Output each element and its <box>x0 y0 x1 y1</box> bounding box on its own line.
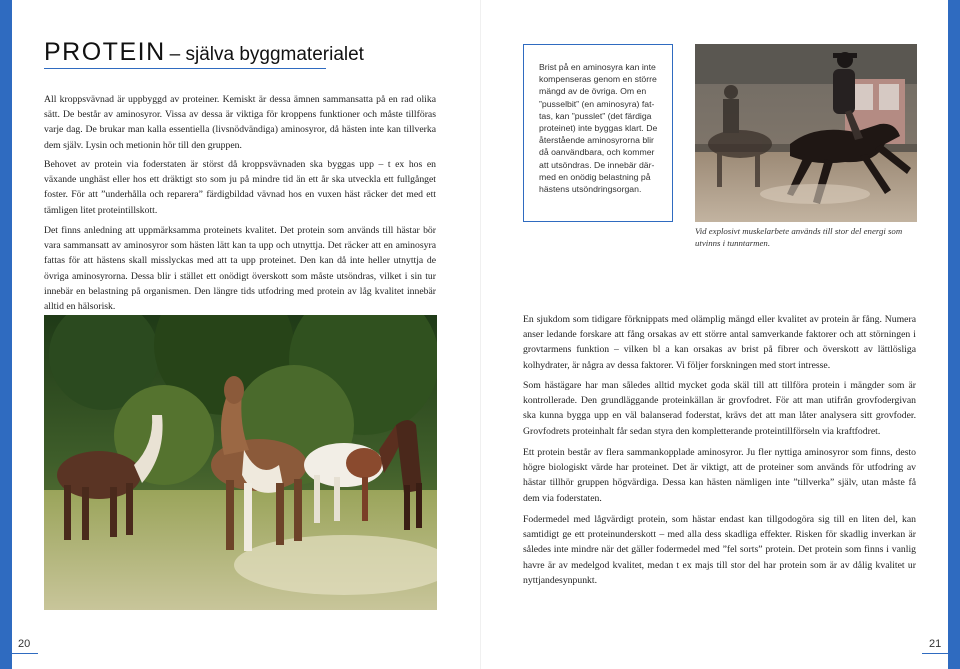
chapter-title-main: PROTEIN <box>44 38 166 66</box>
page-spread-gutter <box>480 0 481 669</box>
photo-caption: Vid explosivt muskelarbete används till stor del energi som utvinns i tunntarmen. <box>695 226 903 248</box>
chapter-title-subtitle: – själva byggmaterialet <box>169 44 364 65</box>
right-paragraph-1: En sjukdom som tidigare förknippats med olämplig mängd eller kvalitet av protein är fång. Numera anser ledande forskare att fång orsakas av ett större antal samverkande faktorer och att störningen i grovtarmens funktion – vilken bl a kan orsakas av brist på fibrer och överskott av lättlösliga kolhydrater, är några av dessa faktorer. Vi följer forskningen med stort intresse. <box>523 314 916 371</box>
page-number-left: 20 <box>18 638 31 650</box>
left-paragraph-3: Det finns anledning att uppmärksamma proteinets kvalitet. Det protein som används till hästar bör vara sammansatt av aminosyror som hästen lätt kan ta upp och utnyttja. Det räcker att en aminosyra fattas för att hästens skall misslyckas med att ta upp proteinet. Den kan då inte heller utnyttja de övriga aminosyrorna. Dessa blir i stället ett onödigt överskott som måste utsöndras, vilket i sin tur innebär en belastning på organismen. Den längre tids utfodring med protein av låg kvalitet innebär alltid en hälsorisk. <box>44 225 436 313</box>
left-paragraph-1: All kroppsvävnad är uppbyggd av proteiner. Kemiskt är dessa ämnen sammansatta på en rad olika sätt. De består av aminosyror. Vissa av dessa är viktiga för kroppens funktioner och måste tillföras varje dag. De brukar man kalla essentiella (livsnödvändiga) aminosyror, då hästen inte kan tillverka dem själv. Lysin och metionin hör till den gruppen. <box>44 94 436 151</box>
right-paragraph-4: Fodermedel med lågvärdigt protein, som hästar endast kan tillgodogöra sig till en liten del, kan samtidigt ge ett proteinunderskott – med alla dess skadliga effekter. Risken för skadlig inverkan är således inte mindre när det gäller fodermedel med ”fel sorts” protein. Det protein som finns i vanlig havre är av medelgod kvalitet, medan t ex majs till stor del har protein som är av dålig kvalitet ur nyttjandesynpunkt. <box>523 514 916 586</box>
fact-box <box>523 44 673 222</box>
right-paragraph-3: Ett protein består av flera sammankopplade aminosyror. Ju fler nyttiga aminosyror som finns, desto högre biologiskt värde har proteinet. Det är viktigt, att de proteiner som används för utfodring av hästar tillhör gruppen högvärdiga. Dessa kan hästen nämligen inte ”tillverka” själv, utan måste få dem via foderstaten. <box>523 447 916 504</box>
left-edge-bar <box>0 0 12 669</box>
page-number-right: 21 <box>929 638 942 650</box>
western-riding-photo <box>695 44 917 222</box>
fact-box-text: Brist på en aminosyra kan inte kompenseras genom en större mängd av de övriga. Om en ”pusselbit” (en aminosyra) fat-tas, kan ”pusslet” (det färdiga proteinet) inte byggas klart. De återstående aminosyrorna blir då oanvändbara, och kommer att utsöndras. De innebär där-med en onödig belastning på hästens utsöndringsorgan. <box>539 62 658 195</box>
left-paragraph-2: Behovet av protein via foderstaten är störst då kroppsvävnaden ska byggas upp – t ex hos en växande unghäst eller hos ett dräktigt sto som ju på mindre tid än ett år ska utveckla ett fullgånget foster. För att ”underhålla och reparera” färdigbildad vävnad hos en vuxen häst räcker det med ett tämligen litet proteintillskott. <box>44 159 436 216</box>
right-paragraph-2: Som hästägare har man således alltid mycket goda skäl till att tillföra protein i mängder som är kontrollerade. Den grundläggande proteinkällan är grovfodret. För att man utifrån grovfodergivan ska kunna bygga upp en väl balanserad foderstat, krävs det att man låter analysera sitt grovfoder. Grovfodrets proteinhalt får sedan styra den kompletterande proteintillförseln via kraftfodret. <box>523 380 916 437</box>
chapter-title <box>44 38 364 69</box>
page-number-rule-left <box>12 653 38 654</box>
right-edge-bar <box>948 0 960 669</box>
horses-grazing-photo <box>44 315 437 610</box>
page-number-rule-right <box>922 653 948 654</box>
